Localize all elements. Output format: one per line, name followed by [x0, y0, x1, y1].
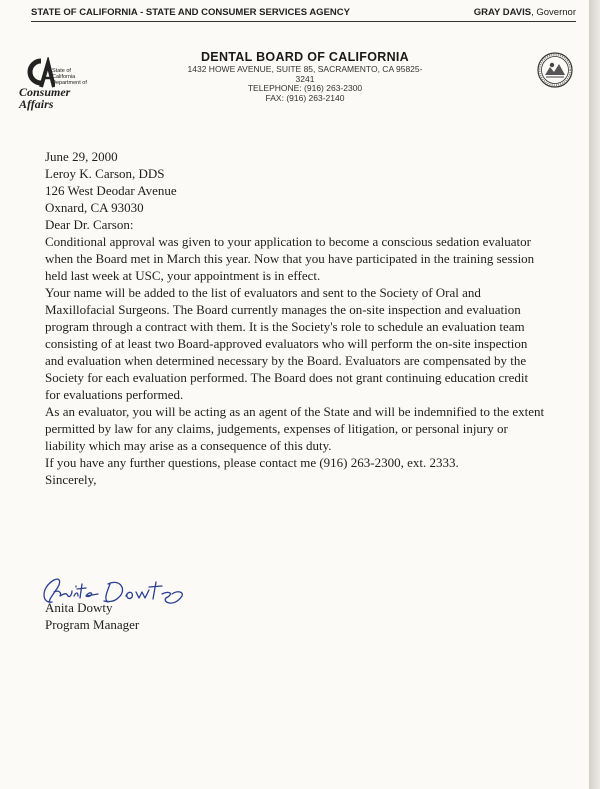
- agency-name: STATE OF CALIFORNIA - STATE AND CONSUMER SERVICES AGENCY: [31, 7, 350, 18]
- board-fax: FAX: (916) 263-2140: [265, 92, 345, 103]
- header-rule: [31, 21, 576, 22]
- closing: Sincerely,: [45, 472, 97, 487]
- letterhead: [180, 50, 430, 103]
- signer-title: Program Manager: [45, 617, 140, 632]
- logo-small-line: State of: [52, 68, 71, 74]
- logo-small-line: Department of: [52, 80, 87, 86]
- address-line: 126 West Deodar Avenue: [45, 183, 177, 198]
- board-telephone: TELEPHONE: (916) 263-2300: [247, 83, 363, 93]
- logo-wordmark: [19, 86, 99, 110]
- paragraph: Conditional approval was given to your application to become a conscious sedation evaluator when the Board met in March this year. Now that you have participated in the training session held last week at USC, your appointment is in effect.: [45, 234, 535, 283]
- governor-name: GRAY DAVIS: [473, 7, 532, 18]
- letter-date: June 29, 2000: [45, 149, 118, 164]
- letter-body: [45, 148, 545, 488]
- state-seal-icon: [537, 52, 573, 88]
- paragraph: As an evaluator, you will be acting as an agent of the State and will be indemnified to the extent permitted by law for any claims, judgements, expenses of litigation, or personal injury or liability which may arise as a consequence of this duty.: [45, 404, 545, 453]
- board-name: DENTAL BOARD OF CALIFORNIA: [200, 50, 410, 64]
- governor-title: , Governor: [531, 7, 576, 18]
- salutation: Dear Dr. Carson:: [45, 217, 134, 232]
- page-edge: [589, 0, 600, 789]
- logo-small-line: California: [52, 74, 76, 80]
- governor-line: [474, 7, 576, 18]
- logo-small-text: [52, 68, 112, 86]
- address-line: Leroy K. Carson, DDS: [45, 166, 165, 181]
- logo-word: Affairs: [19, 97, 54, 111]
- consumer-affairs-logo: [19, 57, 99, 112]
- board-address: 1432 HOWE AVENUE, SUITE 85, SACRAMENTO, CA 95825-3241: [187, 64, 423, 84]
- signature-block: [45, 599, 295, 633]
- address-line: Oxnard, CA 93030: [45, 200, 144, 215]
- paragraph: If you have any further questions, please contact me (916) 263-2300, ext. 2333.: [45, 455, 459, 470]
- signer-name: Anita Dowty: [45, 600, 113, 615]
- paragraph: Your name will be added to the list of evaluators and sent to the Society of Oral and Maxillofacial Surgeons. The Board currently manages the on-site inspection and evaluation program through a contract with them. It is the Society's role to schedule an evaluation team consisting of at least two Board-approved evaluators who will perform the on-site inspection and evaluation when determined necessary by the Board. Evaluators are compensated by the Society for each evaluation performed. The Board does not grant continuing education credit for evaluations performed.: [45, 285, 529, 402]
- logo-word: Consumer: [19, 85, 71, 99]
- recipient-address: [45, 165, 545, 216]
